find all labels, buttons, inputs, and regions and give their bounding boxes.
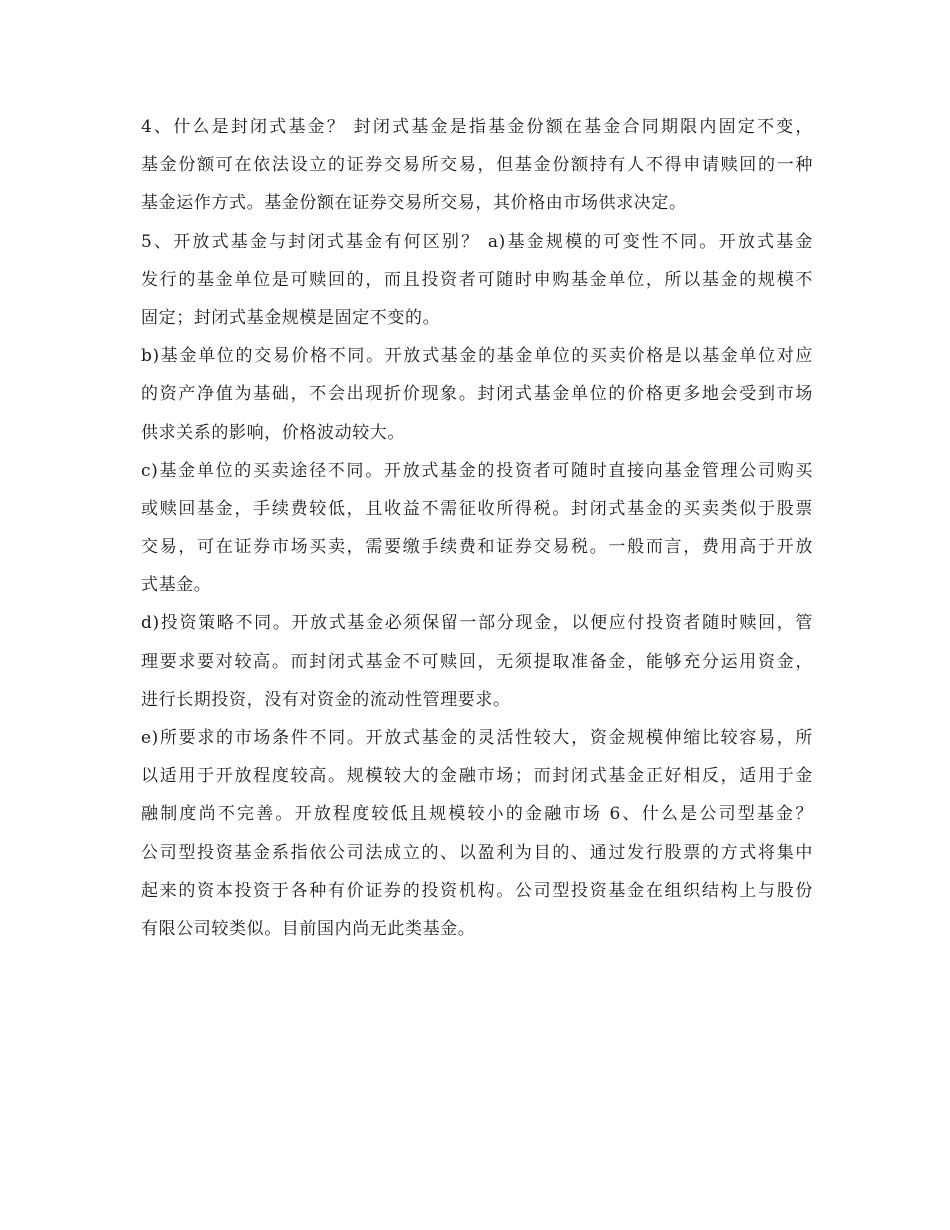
- text-line: 5、开放式基金与封闭式基金有何区别？ a)基金规模的可变性不同。开放式基金: [141, 231, 813, 252]
- text-line: e)所要求的市场条件不同。开放式基金的灵活性较大，资金规模伸缩比较容易，所: [141, 728, 813, 748]
- document-body: [141, 108, 813, 948]
- text-line: c)基金单位的买卖途径不同。开放式基金的投资者可随时直接向基金管理公司购买: [141, 460, 813, 481]
- text-line: 交易，可在证券市场买卖，需要缴手续费和证券交易税。一般而言，费用高于开放: [141, 537, 813, 558]
- text-line: b)基金单位的交易价格不同。开放式基金的基金单位的买卖价格是以基金单位对应: [141, 346, 813, 367]
- text-line: 供求关系的影响，价格波动较大。: [141, 422, 405, 443]
- text-line: 以适用于开放程度较高。规模较大的金融市场；而封闭式基金正好相反，适用于金: [141, 766, 813, 787]
- text-line: 有限公司较类似。目前国内尚无此类基金。: [141, 918, 476, 939]
- text-line: 的资产净值为基础，不会出现折价现象。封闭式基金单位的价格更多地会受到市场: [141, 384, 813, 405]
- text-line: 理要求要对较高。而封闭式基金不可赎回，无须提取准备金，能够充分运用资金，: [141, 651, 813, 672]
- text-line: 发行的基金单位是可赎回的，而且投资者可随时申购基金单位，所以基金的规模不: [141, 269, 813, 290]
- text-line: 公司型投资基金系指依公司法成立的、以盈利为目的、通过发行股票的方式将集中: [141, 842, 813, 863]
- text-line: 或赎回基金，手续费较低，且收益不需征收所得税。封闭式基金的买卖类似于股票: [141, 498, 813, 519]
- text-line: 4、什么是封闭式基金？ 封闭式基金是指基金份额在基金合同期限内固定不变，: [141, 117, 813, 137]
- text-line: d)投资策略不同。开放式基金必须保留一部分现金，以便应付投资者随时赎回，管: [141, 613, 813, 634]
- text-line: 进行长期投资，没有对资金的流动性管理要求。: [141, 689, 511, 710]
- text-line: 式基金。: [141, 575, 212, 596]
- text-line: 融制度尚不完善。开放程度较低且规模较小的金融市场 6、什么是公司型基金？: [141, 804, 813, 825]
- text-line: 起来的资本投资于各种有价证券的投资机构。公司型投资基金在组织结构上与股份: [141, 880, 813, 901]
- text-line: 固定；封闭式基金规模是固定不变的。: [141, 307, 441, 328]
- text-line: 基金运作方式。基金份额在证券交易所交易，其价格由市场供求决定。: [141, 193, 687, 214]
- text-line: 基金份额可在依法设立的证券交易所交易，但基金份额持有人不得申请赎回的一种: [141, 155, 813, 176]
